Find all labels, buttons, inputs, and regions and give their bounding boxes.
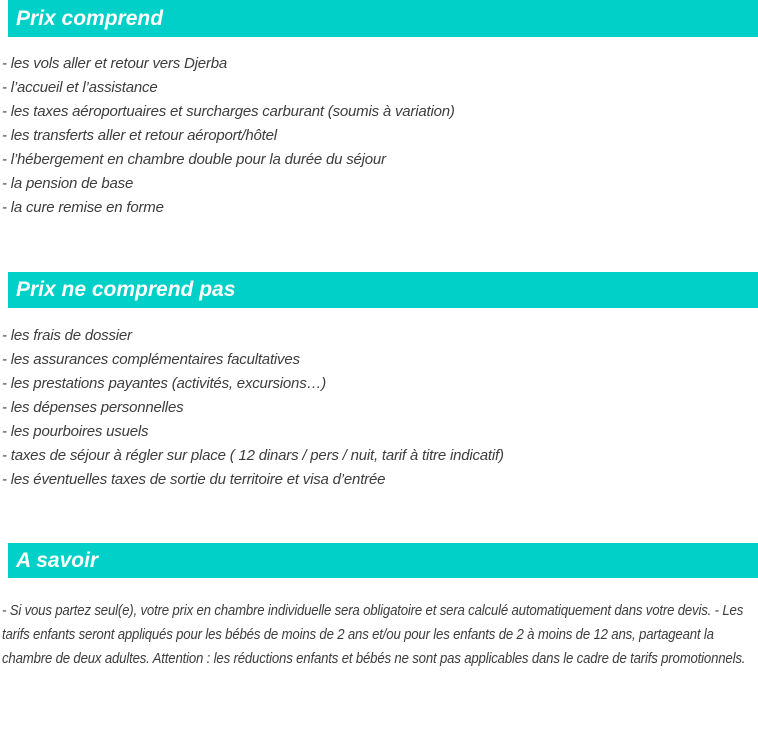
note-paragraph: - Les tarifs enfants seront appliqués pour les bébés de moins de 2 ans et/ou pour les enfants de 2 à moins de 12 ans, partageant la chambre de deux adultes. Attention : les réductions enfants et bébés ne sont pas applicables dans le cadre de tarifs promotionnels. [2,602,746,667]
list-item: - les frais de dossier [2,327,132,344]
list-item: - les vols aller et retour vers Djerba [2,55,227,72]
prix-comprend-list [2,52,758,220]
section-title: A savoir [16,548,99,572]
list-item: - la pension de base [2,175,134,192]
note-paragraph: - Si vous partez seul(e), votre prix en chambre individuelle sera obligatoire et sera calculé automatiquement dans votre devis. [2,602,712,619]
section-header-a-savoir [8,543,758,578]
list-item: - la cure remise en forme [2,199,164,216]
list-item: - les assurances complémentaires facultatives [2,351,300,368]
list-item: - les éventuelles taxes de sortie du territoire et visa d’entrée [2,471,386,488]
list-item: - les dépenses personnelles [2,399,184,416]
section-title: Prix comprend [16,6,164,30]
section-header-prix-ne-comprend-pas [8,272,758,308]
list-item: - les transferts aller et retour aéroport/hôtel [2,127,277,144]
list-item: - taxes de séjour à régler sur place ( 12 dinars / pers / nuit, tarif à titre indicatif) [2,447,504,464]
section-title: Prix ne comprend pas [16,278,236,301]
list-item: - l’hébergement en chambre double pour la durée du séjour [2,151,386,168]
section-header-prix-comprend [8,0,758,37]
list-item: - les pourboires usuels [2,423,149,440]
list-item: - l’accueil et l’assistance [2,79,158,96]
a-savoir-notes [2,599,758,671]
list-item: - les taxes aéroportuaires et surcharges carburant (soumis à variation) [2,103,455,120]
list-item: - les prestations payantes (activités, excursions…) [2,375,327,392]
prix-ne-comprend-pas-list [2,324,758,492]
